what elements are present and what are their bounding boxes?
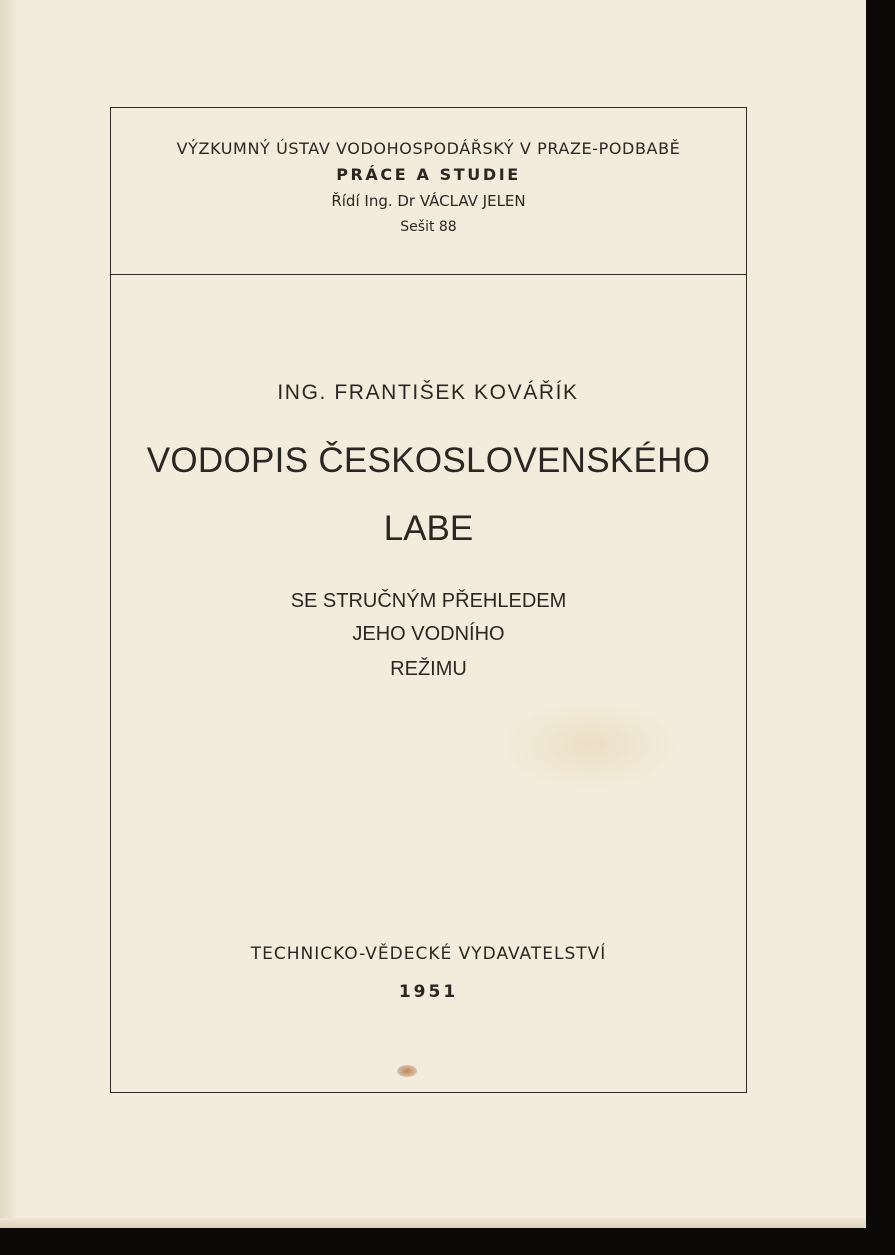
header-divider xyxy=(110,274,747,275)
page-bottom-edge xyxy=(0,1218,866,1228)
series-title: PRÁCE A STUDIE xyxy=(336,165,521,184)
subtitle-line-2: JEHO VODNÍHO xyxy=(352,623,505,645)
series-editor: Řídí Ing. Dr VÁCLAV JELEN xyxy=(331,192,526,210)
spine-shadow xyxy=(0,0,16,1228)
issue-number: Sešit 88 xyxy=(400,219,457,235)
book-title-line-1: VODOPIS ČESKOSLOVENSKÉHO xyxy=(146,441,711,480)
publisher-name: TECHNICKO-VĚDECKÉ VYDAVATELSTVÍ xyxy=(250,944,607,964)
paper-stain xyxy=(397,1065,417,1077)
subtitle-line-3: REŽIMU xyxy=(390,658,467,680)
book-title-line-2: LABE xyxy=(383,509,474,548)
subtitle-line-1: SE STRUČNÝM PŘEHLEDEM xyxy=(290,590,567,612)
publication-year: 1951 xyxy=(398,982,459,1002)
institute-name: VÝZKUMNÝ ÚSTAV VODOHOSPODÁŘSKÝ V PRAZE-PODBABĚ xyxy=(176,139,681,158)
author-name: ING. FRANTIŠEK KOVÁŘÍK xyxy=(277,381,579,404)
